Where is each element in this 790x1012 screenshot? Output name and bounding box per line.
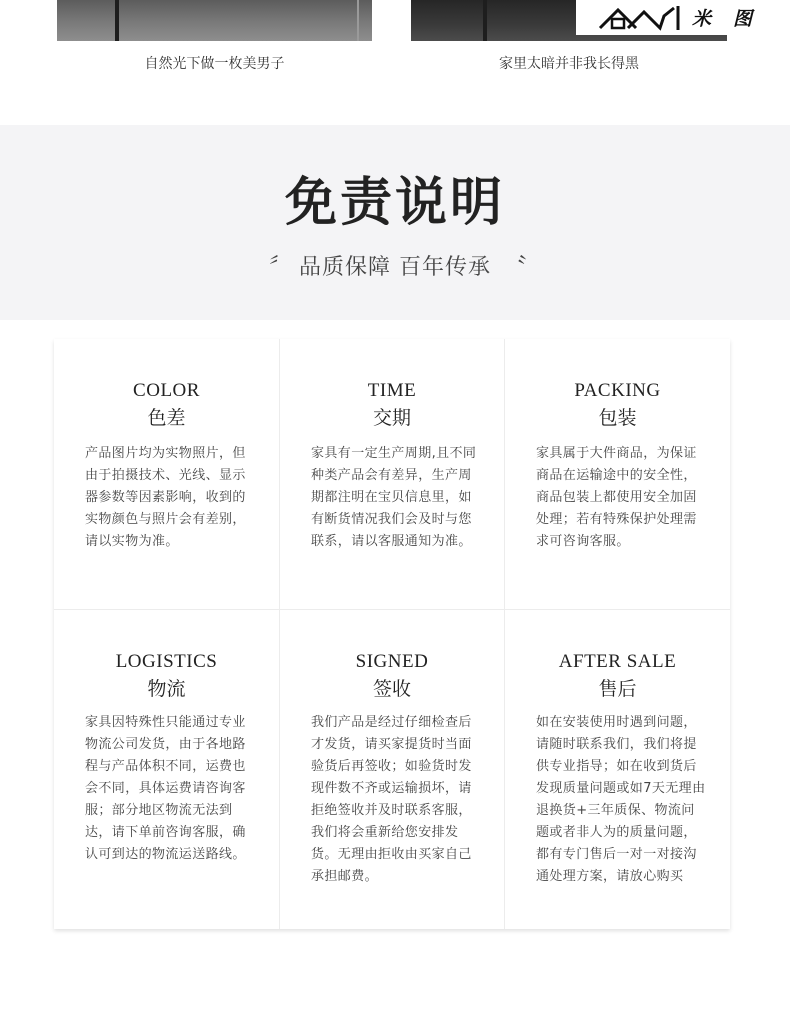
info-grid: [54, 339, 730, 929]
card-body: 家具属于大件商品，为保证商品在运输途中的安全性，商品包装上都使用安全加固处理；若有特殊保护处理需求可咨询客服。: [536, 446, 697, 549]
quote-open: 〞: [265, 255, 289, 280]
card-title-en: AFTER SALE: [558, 651, 677, 672]
card-title-zh: 交期: [372, 407, 411, 429]
watermark-text: 米图: [692, 8, 775, 30]
card-signed: [279, 609, 504, 929]
card-color: [54, 339, 279, 609]
card-title-zh: 签收: [372, 678, 411, 700]
card-after-sale: [504, 609, 730, 929]
card-packing: [504, 339, 730, 609]
card-body: 我们产品是经过仔细检查后才发货，请买家提货时当面验货后再签收；如验货时发现件数不齐或运输损坏，请拒绝签收并及时联系客服，我们将会重新给您安排发货。无理由拒收由买家自己承担邮费。: [311, 715, 472, 884]
card-body: 产品图片均为实物照片，但由于拍摄技术、光线、显示器参数等因素影响，收到的实物颜色与照片会有差别，请以实物为准。: [85, 446, 246, 549]
card-title-zh: 物流: [147, 678, 186, 700]
card-title-en: COLOR: [133, 380, 200, 401]
house-logo-icon: [598, 4, 682, 32]
card-time: [279, 339, 504, 609]
photo-caption-left: 自然光下做一枚美男子: [144, 56, 285, 72]
card-title-zh: 售后: [598, 678, 637, 700]
photo-caption-right: 家里太暗并非我长得黑: [499, 56, 639, 72]
card-logistics: [54, 609, 279, 929]
card-title-en: PACKING: [574, 380, 661, 401]
disclaimer-title: 免责说明: [284, 173, 505, 233]
disclaimer-subtitle: [0, 250, 790, 281]
card-title-en: TIME: [367, 380, 417, 401]
card-title-en: LOGISTICS: [115, 651, 218, 672]
photo-natural-light: [57, 0, 372, 41]
watermark: [576, 0, 790, 35]
subtitle-text: 品质保障 百年传承: [299, 255, 491, 280]
card-body: 如在安装使用时遇到问题，请随时联系我们，我们将提供专业指导；如在收到货后发现质量问题或如7天无理由退换货+三年质保、物流问题或者非人为的质量问题，都有专门售后一对一对接沟通处理方案，请放心购买: [536, 715, 706, 884]
card-body: 家具因特殊性只能通过专业物流公司发货，由于各地路程与产品体积不同，运费也会不同，具体运费请咨询客服；部分地区物流无法到达，请下单前咨询客服，确认可到达的物流运送路线。: [85, 715, 246, 862]
card-body: 家具有一定生产周期,且不同种类产品会有差异，生产周期都注明在宝贝信息里，如有断货情况我们会及时与您联系，请以客服通知为准。: [311, 446, 477, 549]
quote-close: 〝: [501, 255, 525, 280]
card-title-zh: 色差: [147, 407, 186, 429]
card-title-en: SIGNED: [355, 651, 429, 672]
card-title-zh: 包装: [598, 407, 637, 429]
